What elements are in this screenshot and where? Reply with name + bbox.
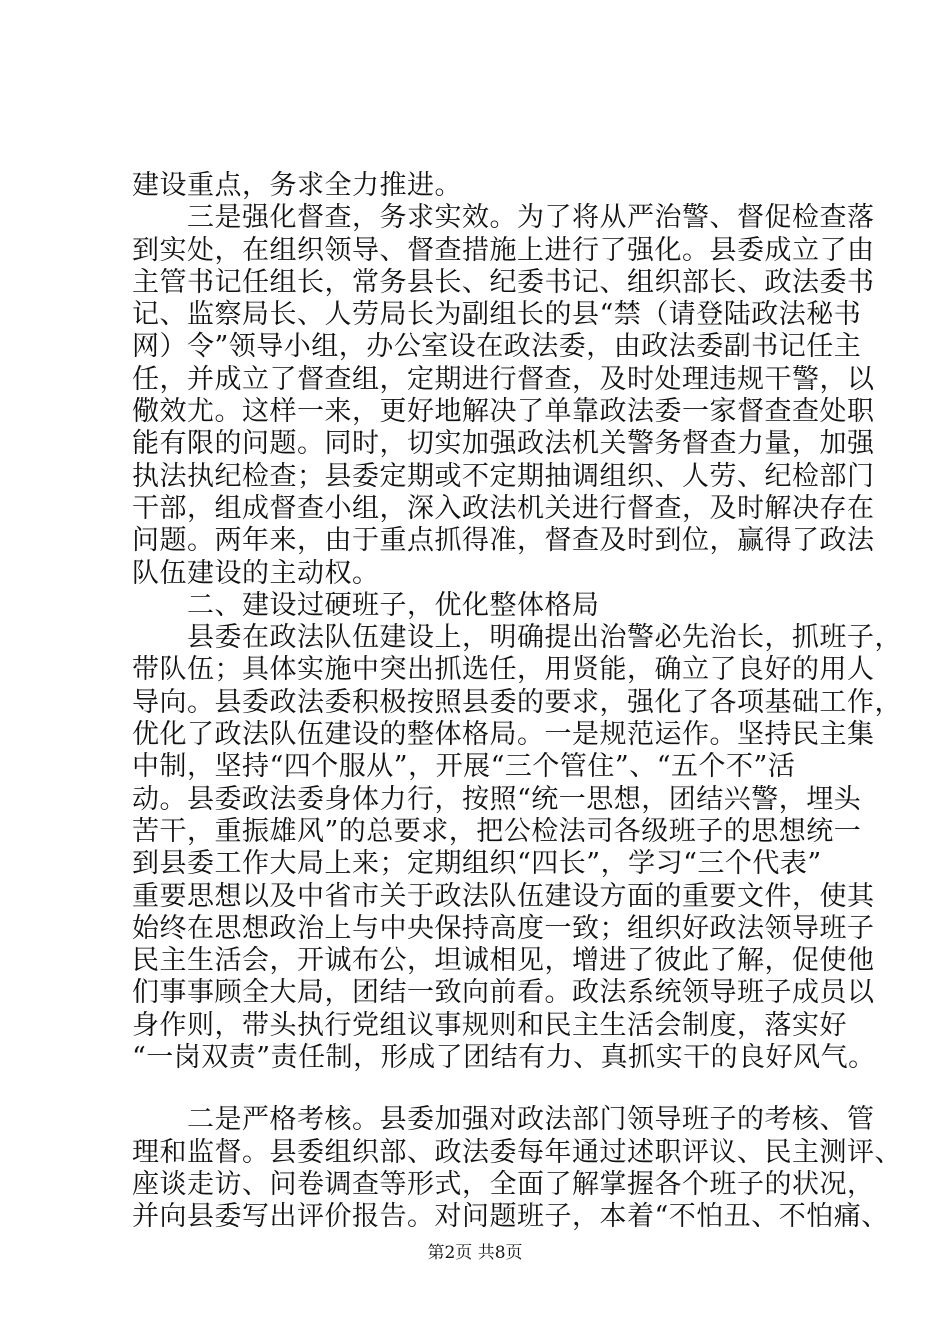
text-line: 儆效尤。这样一来，更好地解决了单靠政法委一家督查查处职 — [132, 396, 875, 428]
text-line: 县委在政法队伍建设上，明确提出治警必先治长，抓班子， — [132, 622, 902, 654]
text-line: 民主生活会，开诚布公，坦诚相见，增进了彼此了解，促使他 — [132, 945, 875, 977]
text-line: 网）令”领导小组，办公室设在政法委，由政法委副书记任主 — [132, 331, 862, 363]
text-line: 带队伍；具体实施中突出抓选任，用贤能，确立了良好的用人 — [132, 654, 875, 686]
text-line: 主管书记任组长，常务县长、纪委书记、组织部长、政法委书 — [132, 266, 875, 298]
text-line: 到实处，在组织领导、督查措施上进行了强化。县委成立了由 — [132, 234, 875, 266]
text-line: 始终在思想政治上与中央保持高度一致；组织好政法领导班子 — [132, 912, 875, 944]
text-line: 三是强化督查，务求实效。为了将从严治警、督促检查落 — [132, 202, 875, 234]
text-line: 建设重点，务求全力推进。 — [132, 170, 462, 201]
text-line: 理和监督。县委组织部、政法委每年通过述职评议、民主测评、 — [132, 1136, 902, 1168]
text-line: 优化了政法队伍建设的整体格局。一是规范运作。坚持民主集 — [132, 719, 875, 751]
text-line: 队伍建设的主动权。 — [132, 557, 380, 589]
text-line: 到县委工作大局上来；定期组织“四长”，学习“三个代表” — [132, 848, 822, 880]
text-line: 二、建设过硬班子，优化整体格局 — [132, 589, 600, 621]
text-line: 重要思想以及中省市关于政法队伍建设方面的重要文件，使其 — [132, 880, 875, 912]
text-line: “一岗双责”责任制，形成了团结有力、真抓实干的良好风气。 — [132, 1042, 876, 1074]
page-footer: 第2页 共8页 — [427, 1243, 523, 1263]
text-line: 苦干，重振雄风”的总要求，把公检法司各级班子的思想统一 — [132, 815, 862, 847]
text-line: 记、监察局长、人劳局长为副组长的县“禁（请登陆政法秘书 — [132, 299, 862, 331]
text-line: 任，并成立了督查组，定期进行督查，及时处理违规干警，以 — [132, 363, 875, 395]
text-line: 导向。县委政法委积极按照县委的要求，强化了各项基础工作， — [132, 686, 902, 718]
text-line: 能有限的问题。同时，切实加强政法机关警务督查力量，加强 — [132, 428, 875, 460]
document-body — [132, 170, 902, 1234]
text-line: 们事事顾全大局，团结一致向前看。政法系统领导班子成员以 — [132, 977, 875, 1009]
text-line: 座谈走访、问卷调查等形式，全面了解掌握各个班子的状况， — [132, 1168, 875, 1200]
text-line: 二是严格考核。县委加强对政法部门领导班子的考核、管 — [132, 1104, 875, 1136]
text-line: 问题。两年来，由于重点抓得准，督查及时到位，赢得了政法 — [132, 525, 875, 557]
text-line: 执法执纪检查；县委定期或不定期抽调组织、人劳、纪检部门 — [132, 460, 875, 492]
text-line: 身作则，带头执行党组议事规则和民主生活会制度，落实好 — [132, 1009, 847, 1041]
text-line: 并向县委写出评价报告。对问题班子，本着“不怕丑、不怕痛、 — [132, 1201, 889, 1233]
text-line: 动。县委政法委身体力行，按照“统一思想，团结兴警，埋头 — [132, 783, 862, 815]
text-line: 中制，坚持“四个服从”，开展“三个管住”、“五个不”活 — [132, 751, 796, 783]
text-line: 干部，组成督查小组，深入政法机关进行督查，及时解决存在 — [132, 492, 875, 524]
